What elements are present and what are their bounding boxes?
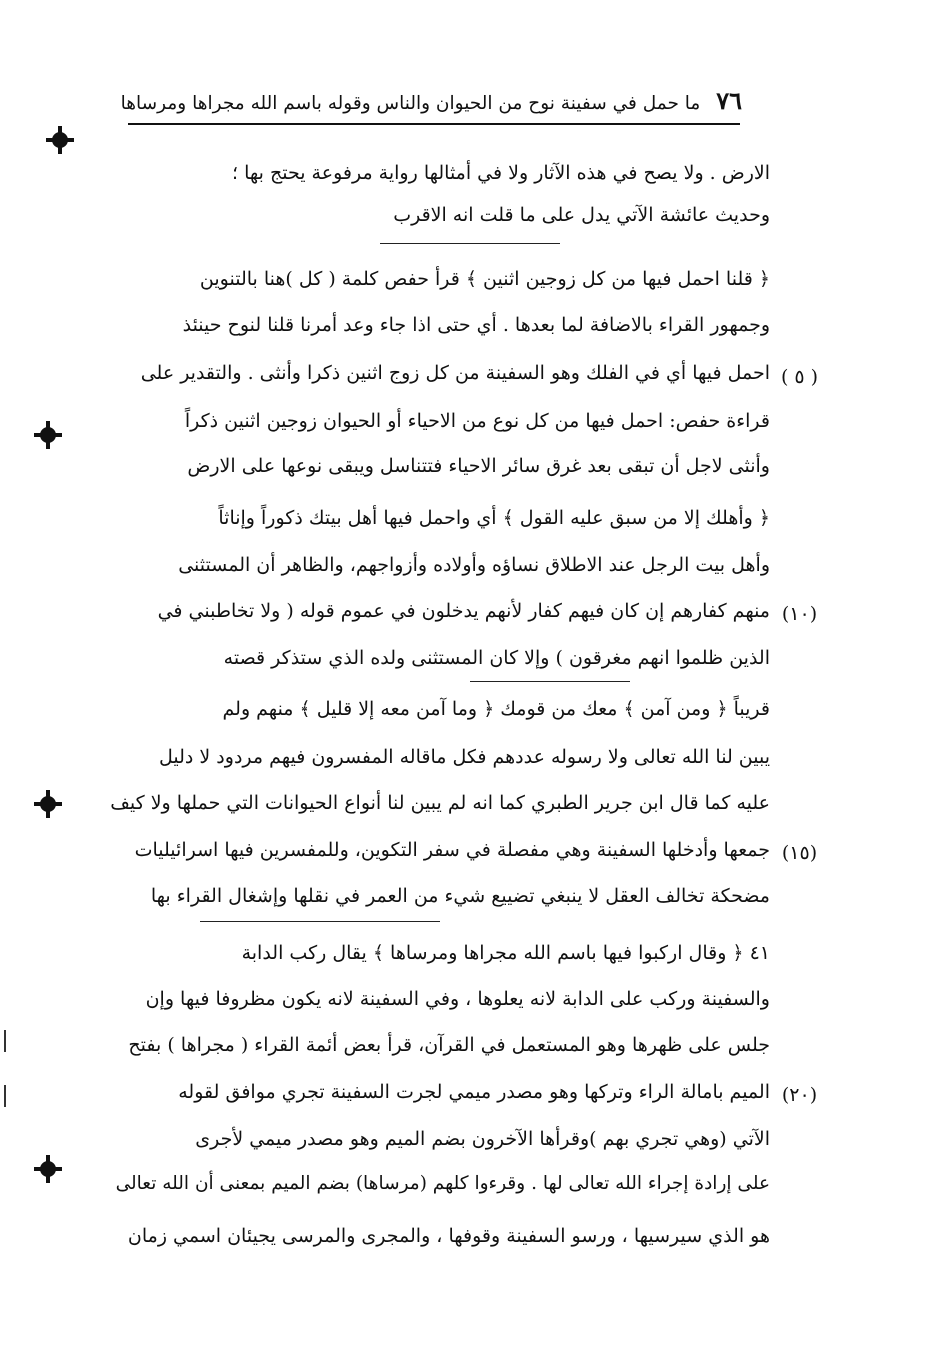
text-line: هو الذي سيرسيها ، ورسو السفينة وقوفها ، والمجرى والمرسى يجيئان اسمي زمان [127, 1225, 770, 1247]
text-line: منهم كفارهم إن كان فيهم كفار لأنهم يدخلون في عموم قوله ( ولا تخاطبني في [157, 600, 770, 622]
page-number: ٧٦ [716, 86, 742, 115]
binding-hole-mark [40, 427, 56, 443]
section-rule [380, 243, 560, 244]
text-line: يبين لنا الله تعالى ولا رسوله عددهم فكل ماقاله المفسرون فيهم مردود لا دليل [159, 746, 770, 768]
text-line: عليه كما قال ابن جرير الطبري كما انه لم يبين لنا أنواع الحيوانات التي حملها ولا كيف [110, 792, 770, 814]
page-header [120, 86, 742, 119]
binding-hole-mark [52, 132, 68, 148]
margin-mark [4, 1030, 6, 1052]
line-number: ( ٥ ) [780, 366, 819, 388]
text-line: قريباً ﴿ ومن آمن ﴾ معك من قومك ﴿ وما آمن معه إلا قليل ﴾ منهم ولم [222, 698, 770, 720]
text-line: الآتي (وهي تجري بهم )وقرأها الآخرون بضم الميم وهو مصدر ميمي لأجرى [195, 1128, 770, 1150]
binding-hole-mark [40, 1161, 56, 1177]
text-line: مضحكة تخالف العقل لا ينبغي تضييع شيء من العمر في نقلها وإشغال القراء بها [150, 885, 770, 907]
text-line: ﴿ وأهلك إلا من سبق عليه القول ﴾ أي واحمل فيها أهل بيتك ذكوراً وإناثاً [218, 507, 770, 529]
text-line: وحديث عائشة الآتي يدل على ما قلت انه الاقرب [393, 204, 770, 226]
text-line: ٤١ ﴿ وقال اركبوا فيها باسم الله مجراها ومرساها ﴾ يقال ركب الدابة [241, 942, 770, 964]
text-line: ﴿ قلنا احمل فيها من كل زوجين اثنين ﴾ قرأ حفص كلمة ( كل )هنا بالتنوين [199, 268, 770, 290]
running-title: ما حمل في سفينة نوح من الحيوان والناس وقوله باسم الله مجراها ومرساها [120, 93, 701, 114]
section-rule [200, 921, 440, 922]
line-number: (١٠) [781, 603, 818, 625]
section-rule [470, 681, 630, 682]
text-line: على إرادة إجراء الله تعالى لها . وقرءوا كلهم (مرساها) بضم الميم بمعنى أن الله تعالى [115, 1173, 770, 1194]
text-line: احمل فيها أي في الفلك وهو السفينة من كل زوج اثنين ذكرا وأنثى . والتقدير على [140, 362, 770, 384]
text-line: والسفينة وركب على الدابة لانه يعلوها ، وفي السفينة لانه يكون مظروفا فيها وإن [145, 988, 770, 1010]
line-number: (١٥) [781, 842, 818, 864]
text-line: وأنثى لاجل أن تبقى بعد غرق سائر الاحياء فتتناسل ويبقى نوعها على الارض [187, 455, 770, 477]
text-line: جمعها وأدخلها السفينة وهي مفصلة في سفر التكوين، وللمفسرين فيها اسرائيليات [134, 839, 770, 861]
text-line: وأهل بيت الرجل عند الاطلاق نساؤه وأولاده وأزواجهم، والظاهر أن المستثنى [178, 554, 770, 576]
text-line: الارض . ولا يصح في هذه الآثار ولا في أمثالها رواية مرفوعة يحتج بها ؛ [232, 162, 770, 184]
text-line: الذين ظلموا انهم مغرقون ) وإلا كان المستثنى ولده الذي ستذكر قصته [223, 647, 770, 669]
text-line: وجمهور القراء بالاضافة لما بعدها . أي حتى اذا جاء وعد أمرنا قلنا لنوح حينئذ [182, 314, 770, 336]
margin-mark [4, 1085, 6, 1107]
header-rule [128, 123, 740, 125]
text-line: قراءة حفص: احمل فيها من كل نوع من الاحياء أو الحيوان زوجين اثنين ذكراً [184, 410, 770, 432]
text-line: الميم بامالة الراء وتركها وهو مصدر ميمي لجرت السفينة تجري موافق لقوله [178, 1081, 770, 1103]
binding-hole-mark [40, 796, 56, 812]
line-number: (٢٠) [781, 1084, 818, 1106]
text-line: جلس على ظهرها وهو المستعمل في القرآن، قرأ بعض أئمة القراء ( مجراها ) بفتح [128, 1034, 770, 1056]
